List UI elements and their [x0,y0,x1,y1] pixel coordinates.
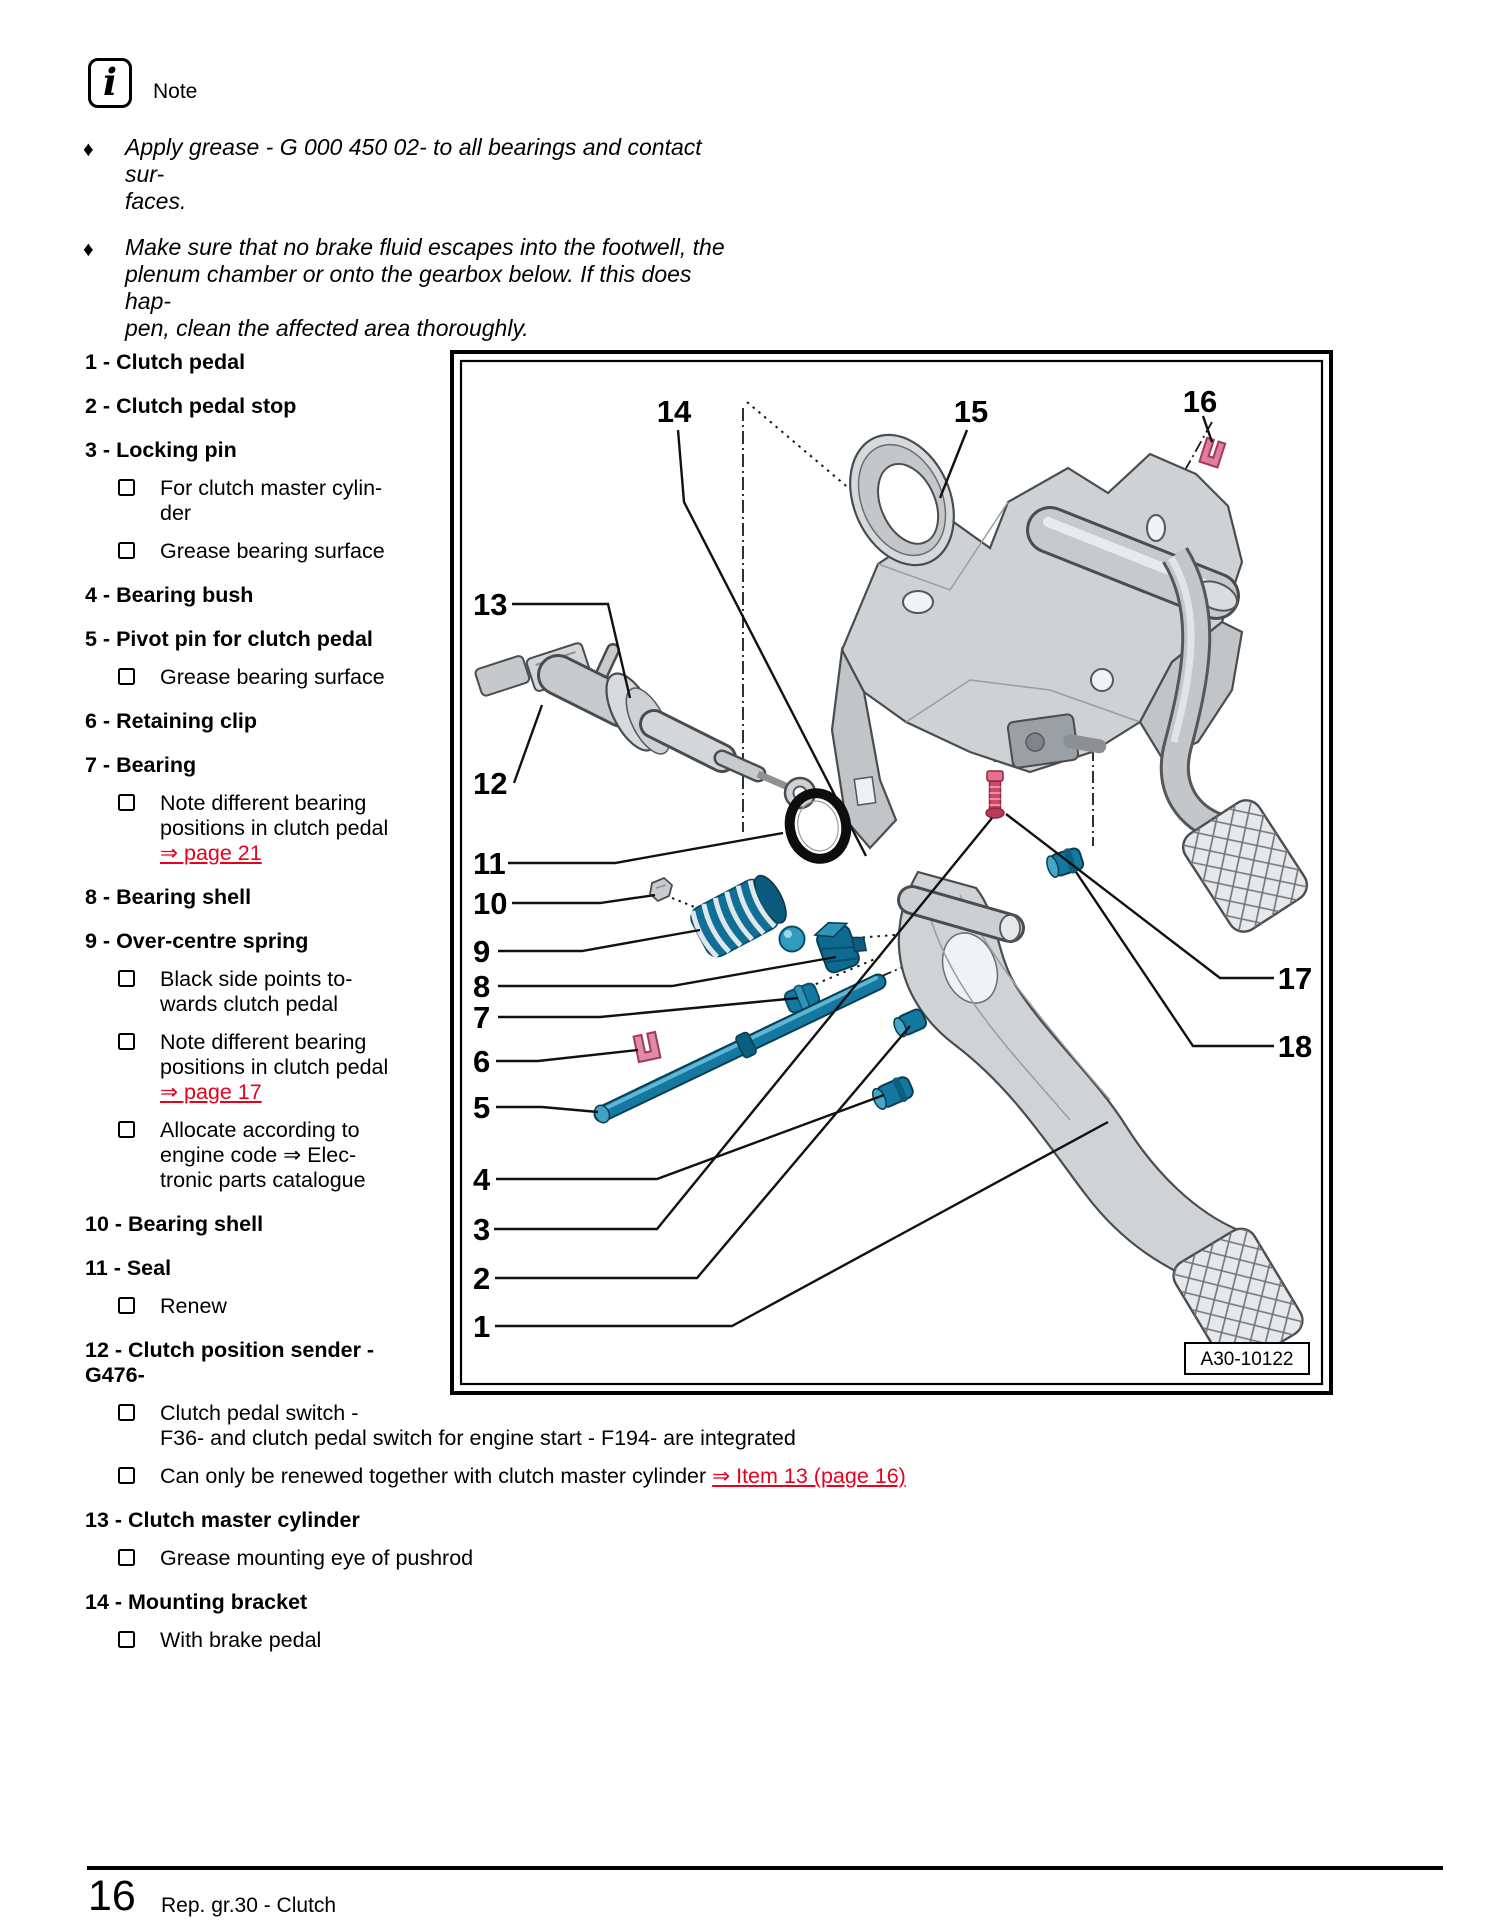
checkbox-icon [118,479,135,496]
checkbox-icon [118,1121,135,1138]
diamond-bullet-icon: ♦ [83,138,94,161]
part-sub-bullet-text [160,1401,796,1450]
figure-id-text: A30-10122 [1200,1349,1294,1370]
part-item-title-line: G476- [85,1363,145,1387]
part-sub-bullet-line: positions in clutch pedal [160,816,389,840]
part-item [85,1508,1365,1571]
checkbox-icon [118,1297,135,1314]
part-sub-bullet-text [160,1294,227,1318]
part-sub-bullet-text [160,1464,906,1488]
part-sub-bullet-line: wards clutch pedal [160,992,339,1016]
part-item-title-line: 9 - Over-centre spring [85,929,309,953]
part-item-title-line: 11 - Seal [85,1256,172,1280]
note-bullets [83,134,743,361]
note-bullet-line: pen, clean the affected area thoroughly. [125,315,529,341]
footer-rule [87,1866,1443,1870]
part-sub-bullet-text [160,967,352,1016]
note-bullet-line: faces. [125,188,187,214]
callout-5: 5 [473,1090,491,1125]
note-heading: Note [153,80,198,103]
callout-16: 16 [1182,384,1218,419]
note-bullet [83,234,743,342]
checkbox-icon [118,1404,135,1421]
part-sub-bullet-line: Grease mounting eye of pushrod [160,1546,474,1570]
note-bullet-line: Apply grease - G 000 450 02- to all bearings and contact sur- [125,134,702,187]
page-reference-link[interactable]: ⇒ page 17 [160,1080,262,1104]
part-sub-bullet-line: engine code ⇒ Elec- [160,1143,357,1167]
note-bullet-line: Make sure that no brake fluid escapes into the footwell, the [125,234,725,260]
callout-12: 12 [473,766,508,801]
part-item-title-line: 1 - Clutch pedal [85,350,246,374]
note-bullet-line: plenum chamber or onto the gearbox below. If this does hap- [125,261,692,314]
part-sub-bullet-text [160,791,388,865]
part-sub-bullet-line: Grease bearing surface [160,665,385,689]
callout-9: 9 [473,934,491,969]
exploded-diagram [450,350,1333,1395]
part-sub-bullet [85,1628,1365,1653]
callout-3: 3 [473,1212,491,1247]
part-sub-bullet-line: Clutch pedal switch - [160,1401,359,1425]
part-item-title-line: 3 - Locking pin [85,438,237,462]
part-sub-bullet-line: der [160,501,192,525]
callout-18: 18 [1277,1029,1313,1064]
callout-1: 1 [473,1309,491,1344]
part-item [85,1590,1365,1653]
callout-14: 14 [656,394,692,429]
callout-13: 13 [473,587,508,622]
callout-17: 17 [1277,961,1313,996]
footer-section-label: Rep. gr.30 - Clutch [161,1894,337,1917]
diamond-bullet-icon: ♦ [83,238,94,261]
callout-6: 6 [473,1044,491,1079]
bearing-shell-8-illustration [780,927,805,952]
part-sub-bullet-line: positions in clutch pedal [160,1055,389,1079]
checkbox-icon [118,794,135,811]
checkbox-icon [118,970,135,987]
part-sub-bullet-line: Allocate according to [160,1118,360,1142]
part-item-title [85,1508,1365,1533]
part-sub-bullet-line: With brake pedal [160,1628,322,1652]
part-sub-bullet-text [160,1546,473,1570]
part-sub-bullet-line: Can only be renewed together with clutch master cylinder [160,1464,707,1488]
part-item-title-line: 4 - Bearing bush [85,583,254,607]
part-sub-bullet [85,1464,1365,1489]
checkbox-icon [118,1033,135,1050]
info-icon: i [88,58,132,108]
callout-7: 7 [473,1000,491,1035]
part-sub-bullet-line: tronic parts catalogue [160,1168,366,1192]
page-number: 16 [88,1872,136,1920]
part-item-title [85,1590,1365,1615]
part-item-title-line: 12 - Clutch position sender - [85,1338,375,1362]
part-sub-bullet-line: Renew [160,1294,227,1318]
part-sub-bullet-line: Note different bearing [160,791,367,815]
part-item-title-line: 5 - Pivot pin for clutch pedal [85,627,373,651]
callout-4: 4 [473,1162,491,1197]
callout-10: 10 [473,886,508,921]
part-sub-bullet [85,1546,1365,1571]
callout-8: 8 [473,969,491,1004]
checkbox-icon [118,1631,135,1648]
part-sub-bullet-line: For clutch master cylin- [160,476,383,500]
figure-id-label [1185,1343,1309,1374]
callout-11: 11 [473,846,506,881]
checkbox-icon [118,1549,135,1566]
checkbox-icon [118,668,135,685]
part-sub-bullet-text [160,1628,321,1652]
part-item-title-line: 6 - Retaining clip [85,709,258,733]
part-item-title-line: 13 - Clutch master cylinder [85,1508,360,1532]
part-item-title-line: 7 - Bearing [85,753,197,777]
part-sub-bullet-line: Grease bearing surface [160,539,385,563]
part-sub-bullet [85,1401,1365,1451]
part-item-title-line: 10 - Bearing shell [85,1212,264,1236]
part-item-title-line: 14 - Mounting bracket [85,1590,308,1614]
part-sub-bullet-text [160,1118,366,1192]
callout-15: 15 [953,394,989,429]
callout-2: 2 [473,1261,491,1296]
part-sub-bullet-line: Black side points to- [160,967,353,991]
note-bullet [83,134,743,215]
part-sub-bullet-text [160,1030,388,1104]
part-sub-bullet-line: Note different bearing [160,1030,367,1054]
part-sub-bullet-text [160,476,382,525]
checkbox-icon [118,542,135,559]
part-item-title-line: 8 - Bearing shell [85,885,252,909]
checkbox-icon [118,1467,135,1484]
part-sub-bullet-text [160,539,385,563]
page-reference-link[interactable]: ⇒ Item 13 (page 16) [712,1464,906,1488]
page-reference-link[interactable]: ⇒ page 21 [160,841,262,865]
part-sub-bullet-line: F36- and clutch pedal switch for engine start - F194- are integrated [160,1426,796,1450]
part-sub-bullet-text [160,665,385,689]
part-item-title-line: 2 - Clutch pedal stop [85,394,297,418]
